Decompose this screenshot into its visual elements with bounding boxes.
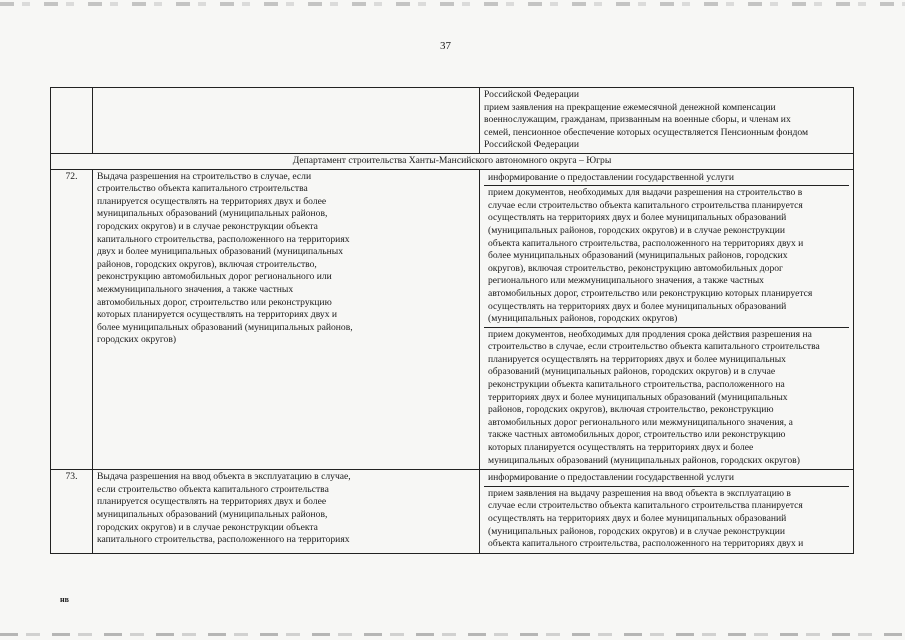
service-item bbox=[484, 471, 849, 487]
continuation-line: Российской Федерации bbox=[484, 139, 579, 151]
service-item-line: осуществлять на территориях двух и более муниципальных образований bbox=[488, 513, 787, 524]
service-name-cell bbox=[93, 169, 480, 470]
number-cell bbox=[51, 88, 93, 154]
row-number: 73. bbox=[51, 470, 93, 554]
table-row bbox=[51, 169, 854, 470]
service-item-line: территориях двух и более муниципальных образований (муниципальных bbox=[488, 391, 788, 403]
service-item-line: строительство в случае, если строительство объекта капитального строительства bbox=[488, 341, 820, 353]
service-name-line: Выдача разрешения на ввод объекта в эксплуатацию в случае, bbox=[97, 471, 351, 483]
service-item bbox=[484, 487, 849, 552]
service-item-line: прием документов, необходимых для выдачи разрешения на строительство в bbox=[488, 187, 803, 199]
service-item-line: автомобильных дорог регионального или межмуниципального значения, а bbox=[488, 416, 793, 428]
service-item-line: также частных автомобильных дорог, строительство или реконструкцию bbox=[488, 429, 786, 441]
service-item-line: осуществлять на территориях двух и более муниципальных образований bbox=[488, 300, 787, 312]
service-name-line: районов, городских округов), включая строительство, bbox=[97, 258, 317, 270]
continuation-line: семей, пенсионное обеспечение которых осуществляется Пенсионным фондом bbox=[484, 126, 809, 138]
service-item-line: информирование о предоставлении государственной услуги bbox=[488, 171, 735, 183]
services-table bbox=[50, 87, 854, 554]
continuation-cell bbox=[480, 88, 854, 154]
service-item-line: реконструкции объекта капитального строительства, расположенного на bbox=[488, 379, 785, 391]
section-title: Департамент строительства Ханты-Мансийского автономного округа – Югры bbox=[51, 153, 854, 169]
service-name-line: капитального строительства, расположенного на территориях bbox=[97, 534, 350, 546]
service-item bbox=[484, 186, 849, 328]
footer-mark: нв bbox=[60, 595, 69, 604]
service-name-line: строительство объекта капитального строительства bbox=[97, 183, 308, 195]
continuation-line: военнослужащим, гражданам, призванным на военные сборы, и членам их bbox=[484, 114, 791, 126]
row-number: 72. bbox=[51, 169, 93, 470]
service-name-line: капитального строительства, расположенного на территориях bbox=[97, 233, 350, 245]
name-cell bbox=[93, 88, 480, 154]
service-item-line: муниципальных образований (муниципальных районов, городских округов) bbox=[488, 454, 800, 466]
service-list-cell bbox=[480, 169, 854, 470]
service-item-line: информирование о предоставлении государственной услуги bbox=[488, 472, 735, 484]
service-item-line: прием документов, необходимых для продления срока действия разрешения на bbox=[488, 328, 812, 340]
service-item-line: случае если строительство объекта капитального строительства планируется bbox=[488, 500, 803, 512]
scan-artifact-top bbox=[0, 2, 905, 6]
service-item-line: объекта капитального строительства, расположенного на территориях двух и bbox=[488, 237, 804, 249]
service-name-line: городских округов) и в случае реконструкции объекта bbox=[97, 521, 318, 533]
service-name-line: Выдача разрешения на строительство в случае, если bbox=[97, 170, 312, 182]
continuation-line: прием заявления на прекращение ежемесячной денежной компенсации bbox=[484, 101, 776, 113]
service-item-line: случае если строительство объекта капитального строительства планируется bbox=[488, 199, 803, 211]
service-name-line: планируется осуществлять на территориях двух и более bbox=[97, 195, 327, 207]
page-number: 37 bbox=[440, 40, 451, 52]
service-name-line: реконструкцию автомобильных дорог регионального или bbox=[97, 271, 332, 283]
service-item-line: планируется осуществлять на территориях двух и более муниципальных bbox=[488, 353, 786, 365]
service-name-line: городских округов) bbox=[97, 334, 177, 346]
continuation-line: Российской Федерации bbox=[484, 89, 579, 100]
section-header-row bbox=[51, 153, 854, 169]
service-item-line: прием заявления на выдачу разрешения на ввод объекта в эксплуатацию в bbox=[488, 487, 791, 499]
service-item-line: округов), включая строительство, реконструкцию автомобильных дорог bbox=[488, 262, 783, 274]
service-name-cell bbox=[93, 470, 480, 554]
service-item-line: (муниципальных районов, городских округов) и в случае реконструкции bbox=[488, 525, 786, 537]
service-item-line: регионального или межмуниципального значения, а также частных bbox=[488, 275, 764, 287]
service-name-line: более муниципальных образований (муниципальных районов, bbox=[97, 321, 353, 333]
table-row-continuation bbox=[51, 88, 854, 154]
service-item-line: которых планируется осуществлять на территориях двух и более bbox=[488, 442, 754, 454]
service-name-line: межмуниципального значения, а также частных bbox=[97, 283, 294, 295]
service-item-line: (муниципальных районов, городских округов) bbox=[488, 313, 678, 325]
scan-artifact-bottom bbox=[0, 633, 905, 636]
service-list-cell bbox=[480, 470, 854, 554]
service-name-line: если строительство объекта капитального строительства bbox=[97, 483, 329, 495]
service-item bbox=[484, 328, 849, 469]
service-item bbox=[484, 171, 849, 187]
service-name-line: городских округов) и в случае реконструкции объекта bbox=[97, 220, 318, 232]
table-row bbox=[51, 470, 854, 554]
service-name-line: автомобильных дорог, строительство или реконструкцию bbox=[97, 296, 332, 308]
service-item-line: объекта капитального строительства, расположенного на территориях двух и bbox=[488, 538, 804, 550]
service-item-line: районов, городских округов), включая строительство, реконструкцию bbox=[488, 404, 774, 416]
service-item-line: (муниципальных районов, городских округов) и в случае реконструкции bbox=[488, 224, 786, 236]
service-item-line: автомобильных дорог, строительство или реконструкцию которых планируется bbox=[488, 287, 813, 299]
service-item-line: более муниципальных образований (муниципальных районов, городских bbox=[488, 250, 788, 262]
service-item-line: осуществлять на территориях двух и более муниципальных образований bbox=[488, 212, 787, 224]
service-item-line: образований (муниципальных районов, городских округов) и в случае bbox=[488, 366, 776, 378]
service-name-line: планируется осуществлять на территориях двух и более bbox=[97, 496, 327, 508]
service-name-line: муниципальных образований (муниципальных районов, bbox=[97, 208, 328, 220]
service-name-line: двух и более муниципальных образований (муниципальных bbox=[97, 246, 344, 258]
service-name-line: которых планируется осуществлять на территориях двух и bbox=[97, 309, 338, 321]
service-name-line: муниципальных образований (муниципальных районов, bbox=[97, 509, 328, 520]
